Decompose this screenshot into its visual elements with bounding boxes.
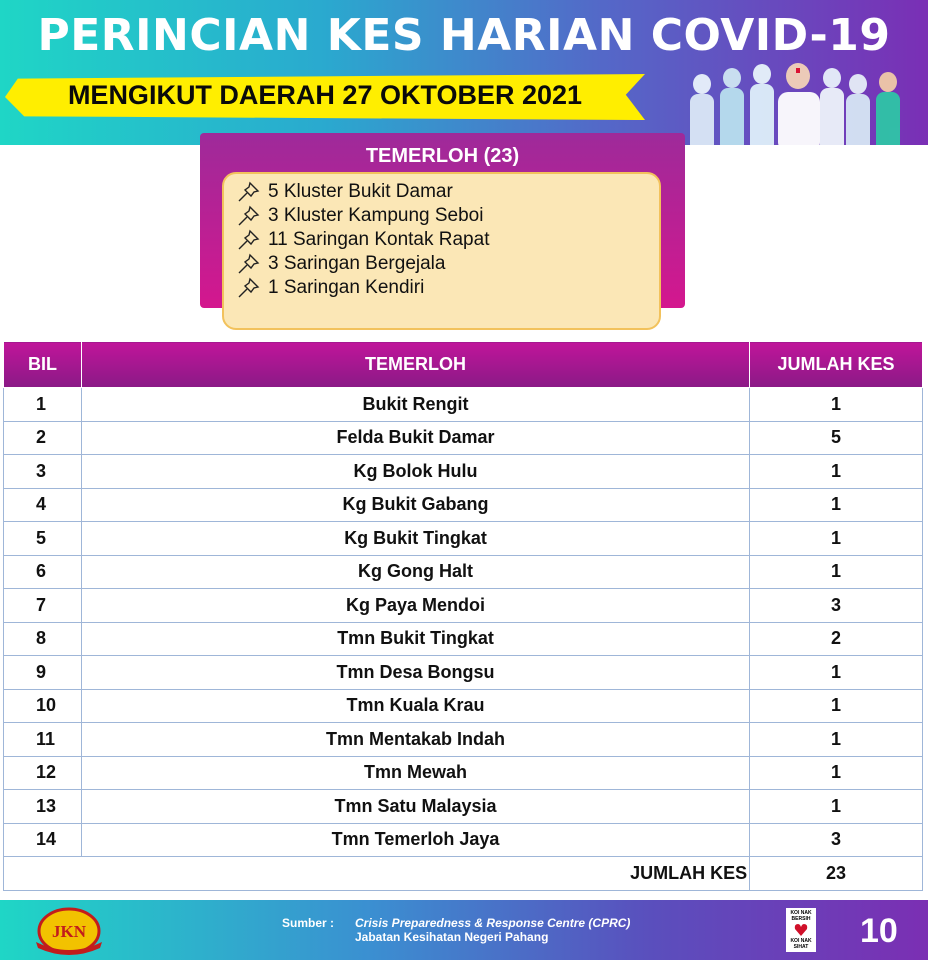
table-row: [4, 555, 923, 589]
table-row: [4, 622, 923, 656]
table-row: [4, 488, 923, 522]
page-title: PERINCIAN KES HARIAN COVID-19: [37, 10, 891, 61]
bil-cell: 10: [4, 689, 82, 723]
source-organization: Crisis Preparedness & Response Centre (CPRC): [355, 916, 631, 930]
heart-icon: [794, 923, 808, 937]
area-cell: Kg Gong Halt: [81, 555, 749, 589]
table-row: [4, 589, 923, 623]
summary-item: 3 Kluster Kampung Seboi: [236, 205, 483, 229]
table-row: [4, 522, 923, 556]
count-cell: 1: [750, 522, 923, 556]
table-row: [4, 388, 923, 422]
bil-cell: 8: [4, 622, 82, 656]
count-cell: 1: [750, 723, 923, 757]
bil-cell: 4: [4, 488, 82, 522]
bil-cell: 2: [4, 421, 82, 455]
table-row: [4, 656, 923, 690]
table-row: [4, 689, 923, 723]
area-cell: Tmn Kuala Krau: [81, 689, 749, 723]
area-cell: Felda Bukit Damar: [81, 421, 749, 455]
header-area: TEMERLOH: [81, 342, 749, 388]
jkn-logo-text: JKN: [52, 922, 86, 941]
bil-cell: 13: [4, 790, 82, 824]
total-row: [4, 857, 923, 891]
count-cell: 1: [750, 756, 923, 790]
healthcare-workers-illustration: [680, 62, 920, 145]
cases-table: [3, 341, 923, 891]
area-cell: Tmn Desa Bongsu: [81, 656, 749, 690]
count-cell: 1: [750, 790, 923, 824]
header-banner: [0, 0, 928, 145]
count-cell: 1: [750, 455, 923, 489]
bil-cell: 14: [4, 823, 82, 857]
bil-cell: 9: [4, 656, 82, 690]
bil-cell: 3: [4, 455, 82, 489]
jkn-logo: [30, 906, 108, 956]
pushpin-icon: [236, 205, 262, 227]
summary-item: 3 Saringan Bergejala: [236, 253, 445, 277]
count-cell: 1: [750, 656, 923, 690]
bil-cell: 12: [4, 756, 82, 790]
count-cell: 1: [750, 488, 923, 522]
pushpin-icon: [236, 181, 262, 203]
table-row: [4, 455, 923, 489]
pushpin-icon: [236, 253, 262, 275]
area-cell: Kg Bukit Tingkat: [81, 522, 749, 556]
area-cell: Tmn Satu Malaysia: [81, 790, 749, 824]
count-cell: 1: [750, 555, 923, 589]
area-cell: Tmn Mewah: [81, 756, 749, 790]
page-number: 10: [860, 912, 898, 950]
count-cell: 5: [750, 421, 923, 455]
header-count: JUMLAH KES: [750, 342, 923, 388]
bil-cell: 7: [4, 589, 82, 623]
table-header-row: [4, 342, 923, 388]
summary-item: 5 Kluster Bukit Damar: [236, 181, 453, 205]
area-cell: Kg Bolok Hulu: [81, 455, 749, 489]
area-cell: Kg Paya Mendoi: [81, 589, 749, 623]
source-department: Jabatan Kesihatan Negeri Pahang: [355, 930, 549, 944]
count-cell: 1: [750, 388, 923, 422]
table-row: [4, 790, 923, 824]
pushpin-icon: [236, 277, 262, 299]
table-row: [4, 823, 923, 857]
count-cell: 1: [750, 689, 923, 723]
count-cell: 3: [750, 589, 923, 623]
area-cell: Tmn Bukit Tingkat: [81, 622, 749, 656]
table-row: [4, 723, 923, 757]
area-cell: Bukit Rengit: [81, 388, 749, 422]
pushpin-icon: [236, 229, 262, 251]
bil-cell: 5: [4, 522, 82, 556]
page-subtitle: MENGIKUT DAERAH 27 OKTOBER 2021: [67, 80, 583, 110]
summary-item: 1 Saringan Kendiri: [236, 277, 424, 301]
bil-cell: 11: [4, 723, 82, 757]
count-cell: 3: [750, 823, 923, 857]
bil-cell: 6: [4, 555, 82, 589]
table-row: [4, 421, 923, 455]
source-label: Sumber :: [282, 916, 335, 930]
area-cell: Tmn Mentakab Indah: [81, 723, 749, 757]
area-cell: Tmn Temerloh Jaya: [81, 823, 749, 857]
count-cell: 2: [750, 622, 923, 656]
header-bil: BIL: [4, 342, 82, 388]
total-value: 23: [750, 857, 923, 891]
total-label: JUMLAH KES: [4, 857, 750, 891]
area-cell: Kg Bukit Gabang: [81, 488, 749, 522]
summary-item: 11 Saringan Kontak Rapat: [236, 229, 489, 253]
table-row: [4, 756, 923, 790]
summary-title: TEMERLOH (23): [365, 145, 520, 167]
bil-cell: 1: [4, 388, 82, 422]
koi-nak-bersih-logo: KOI NAK BERSIH KOI NAK SIHAT: [786, 908, 816, 952]
